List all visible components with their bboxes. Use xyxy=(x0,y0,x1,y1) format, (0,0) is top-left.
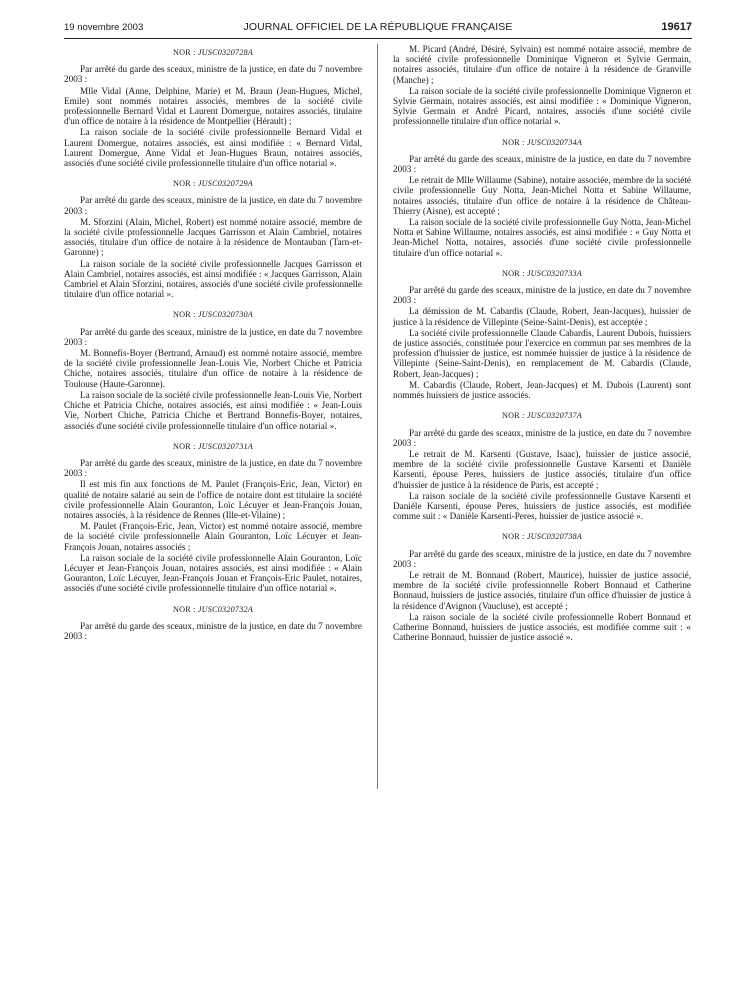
decree-paragraph: M. Paulet (François-Eric, Jean, Victor) est nommé notaire associé, membre de la société civile professionnelle Alain Gouranton, Loïc Lécuyer et Jean-François Jouan, notaires associés ; xyxy=(64,521,362,552)
nor-reference xyxy=(64,48,362,58)
nor-reference xyxy=(64,605,362,615)
journal-title: JOURNAL OFFICIEL DE LA RÉPUBLIQUE FRANÇAISE xyxy=(243,21,513,33)
nor-code: JUSC0320729A xyxy=(197,179,254,189)
nor-reference xyxy=(64,310,362,320)
decree-paragraph: M. Picard (André, Désiré, Sylvain) est nommé notaire associé, membre de la société civile professionnelle Dominique Vigneron et Sylvie Germain, notaires associés, titulaire d'un office de notaire à la résidence de Granville (Manche) ; xyxy=(393,44,691,85)
decree-paragraph: La raison sociale de la société civile professionnelle Gustave Karsenti et Danièle Karsenti, épouse Peres, huissiers de justice associés, est modifiée comme suit : « Danièle Karsenti-Peres, huissier de justice associé ». xyxy=(393,490,691,522)
nor-label: NOR : xyxy=(501,268,525,278)
nor-code: JUSC0320737A xyxy=(526,411,583,421)
nor-reference xyxy=(393,532,691,542)
decree-paragraph: M. Sforzini (Alain, Michel, Robert) est nommé notaire associé, membre de la société civile professionnelle Jacques Garrisson et Alain Cambriel, notaires associés, titulaire d'un office de notaire à la résidence de Montauban (Tarn-et-Garonne) ; xyxy=(64,216,362,258)
nor-label: NOR : xyxy=(172,310,196,320)
nor-reference xyxy=(64,442,362,452)
decree-paragraph: La raison sociale de la société civile professionnelle Alain Gouranton, Loïc Lécuyer et Jean-François Jouan, notaires associés, est ainsi modifiée : « Alain Gouranton, Loïc Lécuyer, Jean-François Jouan et François-Eric Paulet, notaires, associés d'une société civile professionnelle titulaire d'un office notarial ». xyxy=(64,552,362,594)
decree-paragraph: Le retrait de Mlle Willaume (Sabine), notaire associée, membre de la société civile professionnelle Guy Notta, Jean-Michel Notta et Sabine Willaume, notaires associés, titulaire d'un office de notaire à la résidence de Château-Thierry (Aisne), est accepté ; xyxy=(393,175,691,216)
nor-reference xyxy=(393,269,691,279)
column-separator xyxy=(377,44,378,789)
decree-preamble: Par arrêté du garde des sceaux, ministre de la justice, en date du 7 novembre 2003 : xyxy=(393,427,691,448)
decree-preamble: Par arrêté du garde des sceaux, ministre de la justice, en date du 7 novembre 2003 : xyxy=(393,285,691,306)
decree-paragraph: La raison sociale de la société civile professionnelle Dominique Vigneron et Sylvie Germain, notaires associés, est ainsi modifiée : « Dominique Vigneron, Sylvie Germain et André Picard, notaires, associés d'une société civile professionnelle titulaire d'un office notarial ». xyxy=(393,85,691,127)
nor-label: NOR : xyxy=(172,179,196,189)
nor-code: JUSC0320731A xyxy=(197,441,254,451)
nor-label: NOR : xyxy=(501,532,525,542)
decree-paragraph: M. Bonnefis-Boyer (Bertrand, Arnaud) est nommé notaire associé, membre de la société civile professionnelle Jean-Louis Vie, Norbert Chiche et Patricia Chiche, notaires associés, titulaire d'un office de notaire à la résidence de Toulouse (Haute-Garonne). xyxy=(64,348,362,389)
nor-label: NOR : xyxy=(172,48,196,57)
nor-code: JUSC0320728A xyxy=(197,48,254,57)
decree-preamble: Par arrêté du garde des sceaux, ministre de la justice, en date du 7 novembre 2003 : xyxy=(64,64,362,85)
nor-code: JUSC0320730A xyxy=(197,310,254,320)
nor-label: NOR : xyxy=(501,411,525,421)
decree-paragraph: La raison sociale de la société civile professionnelle Robert Bonnaud et Catherine Bonnaud, huissiers de justice associés, est modifiée comme suit : « Catherine Bonnaud, huissier de justice associé ». xyxy=(393,611,691,643)
nor-code: JUSC0320734A xyxy=(526,137,583,147)
nor-code: JUSC0320733A xyxy=(526,268,583,278)
page-number: 19617 xyxy=(661,21,692,33)
header-rule xyxy=(64,38,692,39)
decree-preamble: Par arrêté du garde des sceaux, ministre de la justice, en date du 7 novembre 2003 : xyxy=(64,620,362,641)
decree-paragraph: La démission de M. Cabardis (Claude, Robert, Jean-Jacques), huissier de justice à la résidence de Villepinte (Seine-Saint-Denis), est acceptée ; xyxy=(393,306,691,327)
decree-preamble: Par arrêté du garde des sceaux, ministre de la justice, en date du 7 novembre 2003 : xyxy=(393,548,691,569)
decree-preamble: Par arrêté du garde des sceaux, ministre de la justice, en date du 7 novembre 2003 : xyxy=(64,457,362,479)
decree-paragraph: Il est mis fin aux fonctions de M. Paulet (François-Eric, Jean, Victor) en qualité de notaire salarié au sein de l'office de notaire dont est titulaire la société civile professionnelle Alain Gouranton, Loïc Lécuyer et Jean-François Jouan, notaires associés, à la résidence de Rennes (Ille-et-Vilaine) ; xyxy=(64,479,362,520)
right-column xyxy=(393,44,691,642)
decree-preamble: Par arrêté du garde des sceaux, ministre de la justice, en date du 7 novembre 2003 : xyxy=(64,195,362,216)
decree-paragraph: La raison sociale de la société civile professionnelle Bernard Vidal et Laurent Domergue, notaires associés, est ainsi modifiée : « Bernard Vidal, Laurent Domergue, Anne Vidal et Jean-Hugues Braun, notaires associés, associés d'une société civile professionnelle titulaire d'un office notarial ». xyxy=(64,127,362,169)
continued-decree xyxy=(393,44,691,127)
nor-reference xyxy=(64,179,362,189)
left-column xyxy=(64,44,362,641)
nor-label: NOR : xyxy=(172,604,196,614)
nor-code: JUSC0320738A xyxy=(526,532,583,542)
decree-paragraph: La raison sociale de la société civile professionnelle Jean-Louis Vie, Norbert Chiche et Patricia Chiche, notaires associés, est ainsi modifiée : « Jean-Louis Vie, Norbert Chiche, Patricia Chiche et Bertrand Bonnefis-Boyer, notaires, associés d'une société civile professionnelle titulaire d'un office notarial ». xyxy=(64,389,362,431)
decree-paragraph: Le retrait de M. Bonnaud (Robert, Maurice), huissier de justice associé, membre de la société civile professionnelle Robert Bonnaud et Catherine Bonnaud, huissiers de justice associés, titulaire d'un office d'huissier de justice à la résidence d'Avignon (Vaucluse), est accepté ; xyxy=(393,569,691,611)
nor-label: NOR : xyxy=(501,137,525,147)
decree-paragraph: La raison sociale de la société civile professionnelle Jacques Garrisson et Alain Cambriel, notaires associés, est ainsi modifiée : « Jacques Garrisson, Alain Cambriel et Alain Sforzini, notaires, associés d'une société civile professionnelle titulaire d'un office notarial ». xyxy=(64,258,362,300)
nor-code: JUSC0320732A xyxy=(197,604,254,614)
decree-paragraph: Mlle Vidal (Anne, Delphine, Marie) et M. Braun (Jean-Hugues, Michel, Emile) sont nommés notaires associés, membres de la société civile professionnelle Bernard Vidal et Laurent Domergue, notaires associés, titulaire d'un office de notaire à la résidence de Montpellier (Hérault) ; xyxy=(64,85,362,127)
decree-preamble: Par arrêté du garde des sceaux, ministre de la justice, en date du 7 novembre 2003 : xyxy=(64,326,362,347)
nor-reference xyxy=(393,138,691,148)
nor-reference xyxy=(393,411,691,421)
page-header xyxy=(64,20,692,36)
issue-date: 19 novembre 2003 xyxy=(64,22,144,33)
decree-paragraph: M. Cabardis (Claude, Robert, Jean-Jacques) et M. Dubois (Laurent) sont nommés huissiers de justice associés. xyxy=(393,379,691,401)
decree-paragraph: La société civile professionnelle Claude Cabardis, Laurent Dubois, huissiers de justice associés, constituée pour l'exercice en commun par ses membres de la profession d'huissier de justice, est nommée huissier de justice à la résidence de Villepinte (Seine-Saint-Denis), en remplacement de M. Cabardis (Claude, Robert, Jean-Jacques) ; xyxy=(393,327,691,379)
decree-paragraph: Le retrait de M. Karsenti (Gustave, Isaac), huissier de justice associé, membre de la société civile professionnelle Gustave Karsenti et Danièle Karsenti, épouse Peres, huissiers de justice associés, titulaire d'un office d'huissier de justice à la résidence de Paris, est accepté ; xyxy=(393,448,691,490)
nor-label: NOR : xyxy=(172,441,196,451)
decree-preamble: Par arrêté du garde des sceaux, ministre de la justice, en date du 7 novembre 2003 : xyxy=(393,153,691,175)
decree-paragraph: La raison sociale de la société civile professionnelle Guy Notta, Jean-Michel Notta et Sabine Willaume, notaires associés, est ainsi modifiée : « Guy Notta et Jean-Michel Notta, notaires, associés d'une société civile professionnelle titulaire d'un office notarial ». xyxy=(393,217,691,258)
